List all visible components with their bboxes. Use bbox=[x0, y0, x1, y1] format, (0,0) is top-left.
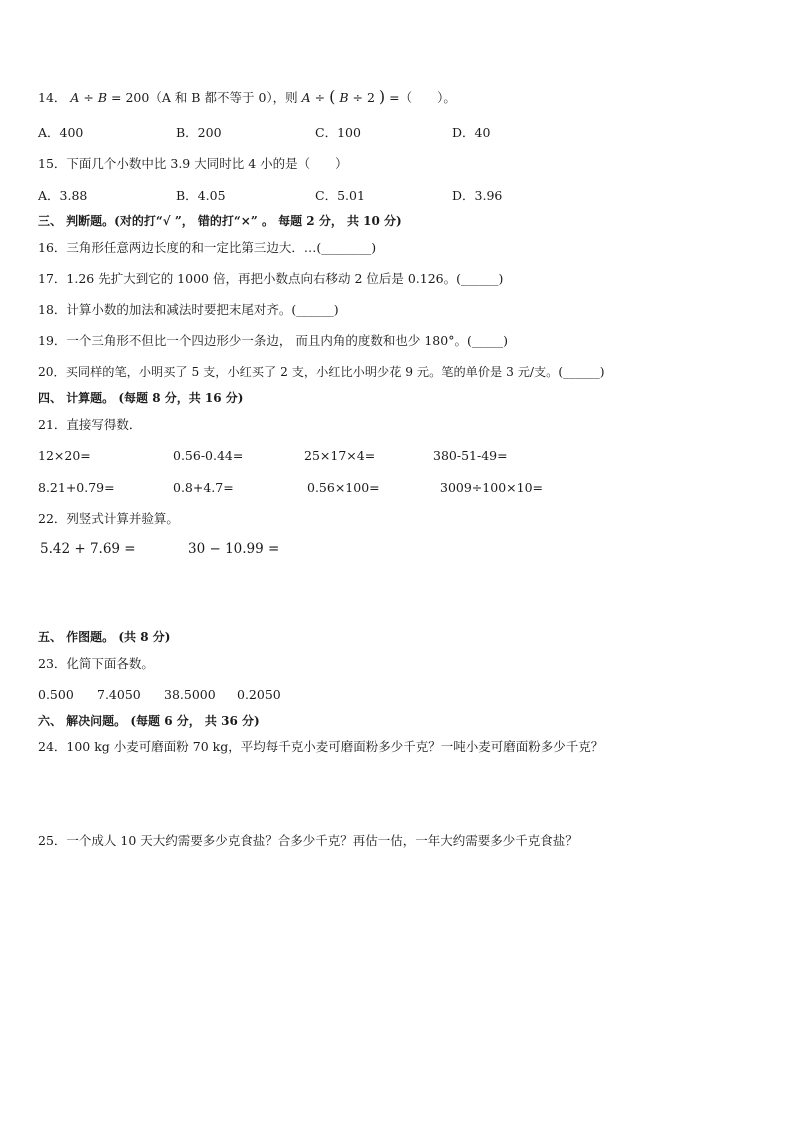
divide-sign: ÷ bbox=[83, 90, 98, 105]
calc-item: 8.21+0.79= bbox=[38, 480, 115, 495]
q14-option-a: A．400 bbox=[38, 125, 84, 140]
decimal-number: 0.500 bbox=[38, 687, 74, 702]
q15-option-a: A．3.88 bbox=[38, 188, 88, 203]
q15-option-b: B．4.05 bbox=[176, 188, 226, 203]
q15-option-c: C．5.01 bbox=[315, 188, 365, 203]
vertical-calc-expr: 30 − 10.99 = bbox=[188, 541, 280, 557]
question-18: 18．计算小数的加法和减法时要把末尾对齐。(______) bbox=[38, 302, 339, 317]
question-20: 20．买同样的笔，小明买了 5 支，小红买了 2 支，小红比小明少花 9 元。笔的单价是 3 元/支。(______) bbox=[38, 365, 605, 379]
vertical-calc-expr: 5.42 + 7.69 = bbox=[40, 541, 136, 557]
variable-b: B bbox=[97, 90, 108, 105]
q14-option-c: C．100 bbox=[315, 125, 361, 140]
variable-b: B bbox=[339, 90, 349, 105]
question-14-condition: = 200（A 和 B 都不等于 0），则 bbox=[111, 90, 302, 105]
question-17: 17．1.26 先扩大到它的 1000 倍，再把小数点向右移动 2 位后是 0.126。(______) bbox=[38, 271, 504, 286]
calc-item: 0.56-0.44= bbox=[173, 448, 244, 463]
calc-item: 0.8+4.7= bbox=[173, 480, 234, 495]
divide-sign: ÷ bbox=[314, 90, 330, 105]
section-3-heading: 三、 判断题。(对的打“√ ”， 错的打“×” 。 每题 2 分， 共 10 分) bbox=[38, 214, 402, 228]
question-14 bbox=[38, 89, 456, 106]
question-23: 23．化简下面各数。 bbox=[38, 656, 154, 671]
calc-item: 3009÷100×10= bbox=[440, 480, 543, 495]
variable-a: A bbox=[301, 90, 311, 105]
variable-a: A bbox=[70, 90, 80, 105]
q15-option-d: D．3.96 bbox=[452, 188, 503, 203]
question-14-blank: =（ ）。 bbox=[389, 90, 456, 105]
right-paren: ) bbox=[378, 87, 386, 106]
question-19: 19．一个三角形不但比一个四边形少一条边， 而且内角的度数和也少 180°。(_____) bbox=[38, 333, 508, 348]
left-paren: ( bbox=[329, 87, 336, 106]
decimal-number: 0.2050 bbox=[237, 687, 281, 702]
calc-item: 0.56×100= bbox=[307, 480, 380, 495]
question-25: 25．一个成人 10 天大约需要多少克食盐？合多少千克？再估一估，一年大约需要多少千克食盐？ bbox=[38, 833, 578, 848]
divide-by-two: ÷ 2 bbox=[352, 90, 375, 105]
decimal-number: 7.4050 bbox=[97, 687, 141, 702]
q14-option-b: B．200 bbox=[176, 125, 222, 140]
section-5-heading: 五、 作图题。 (共 8 分) bbox=[38, 630, 171, 644]
calc-item: 12×20= bbox=[38, 448, 91, 463]
question-16: 16．三角形任意两边长度的和一定比第三边大．…(________) bbox=[38, 240, 377, 255]
q14-option-d: D．40 bbox=[452, 125, 491, 140]
question-14-number: 14． bbox=[38, 90, 67, 105]
calc-item: 380-51-49= bbox=[433, 448, 508, 463]
question-24: 24．100 kg 小麦可磨面粉 70 kg，平均每千克小麦可磨面粉多少千克？一吨小麦可磨面粉多少千克？ bbox=[38, 739, 604, 754]
section-6-heading: 六、 解决问题。 (每题 6 分， 共 36 分) bbox=[38, 714, 260, 728]
decimal-number: 38.5000 bbox=[164, 687, 216, 702]
section-4-heading: 四、 计算题。 (每题 8 分，共 16 分) bbox=[38, 391, 244, 405]
question-15: 15．下面几个小数中比 3.9 大同时比 4 小的是（ ） bbox=[38, 156, 348, 171]
question-21: 21．直接写得数． bbox=[38, 417, 142, 432]
question-22: 22．列竖式计算并验算。 bbox=[38, 511, 179, 526]
calc-item: 25×17×4= bbox=[304, 448, 376, 463]
